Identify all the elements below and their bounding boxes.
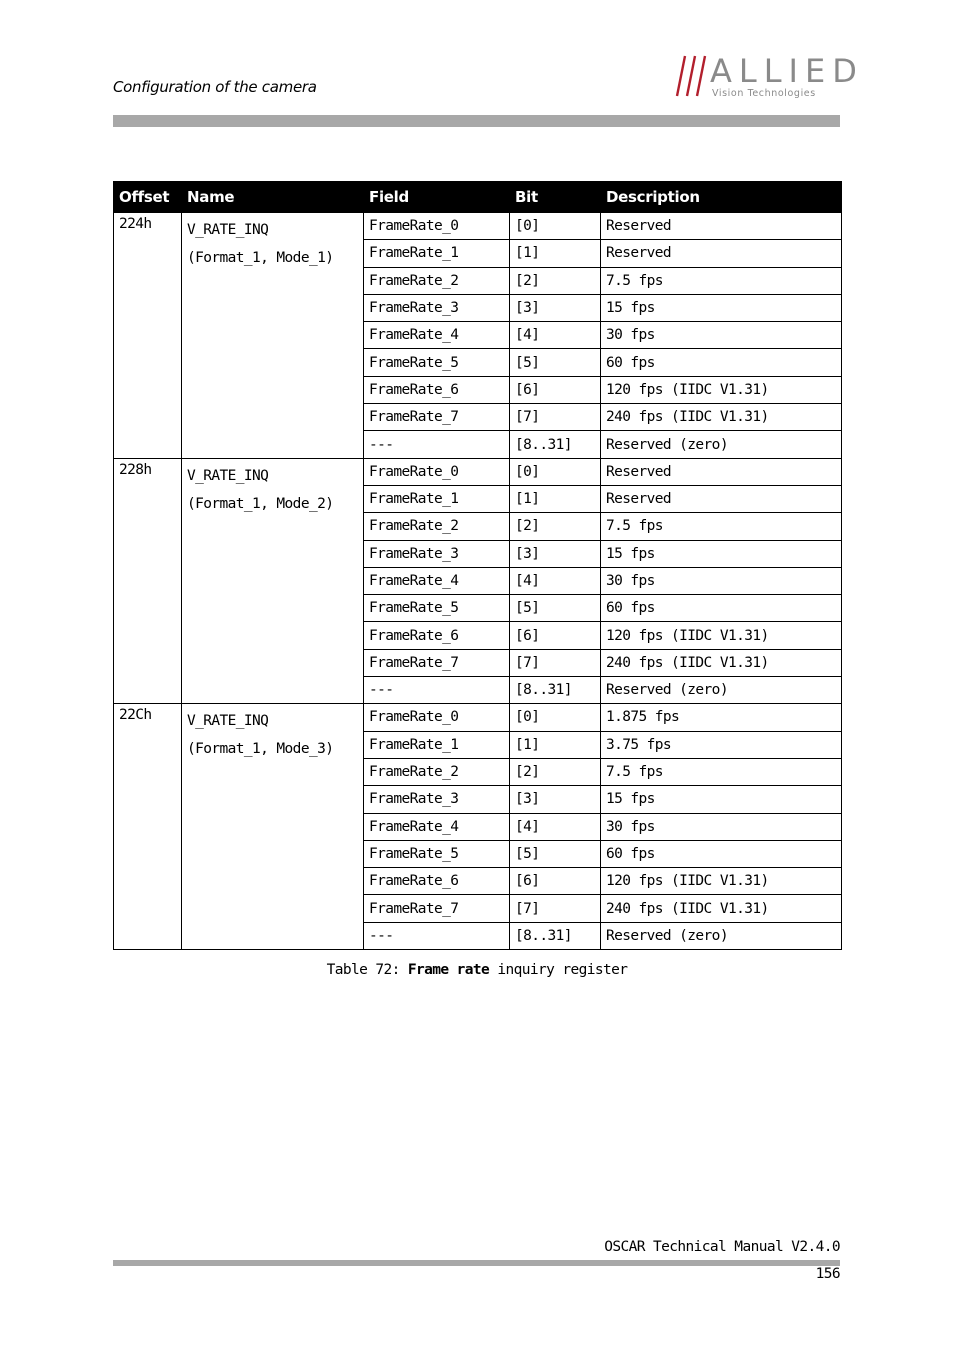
caption-bold: Frame rate xyxy=(407,962,490,978)
bit-cell: [6] xyxy=(510,868,601,895)
description-cell: 240 fps (IIDC V1.31) xyxy=(601,404,842,431)
field-cell: FrameRate_2 xyxy=(364,758,510,785)
register-mode: (Format_1, Mode_2) xyxy=(187,495,334,512)
bit-cell: [8..31] xyxy=(510,677,601,704)
page-number: 156 xyxy=(815,1266,840,1282)
header-rule xyxy=(113,115,840,127)
description-cell: Reserved (zero) xyxy=(601,677,842,704)
description-cell: 7.5 fps xyxy=(601,513,842,540)
field-cell: FrameRate_6 xyxy=(364,376,510,403)
description-cell: 120 fps (IIDC V1.31) xyxy=(601,622,842,649)
bit-cell: [2] xyxy=(510,267,601,294)
bit-cell: [8..31] xyxy=(510,922,601,949)
register-name-cell xyxy=(182,213,364,459)
field-cell: FrameRate_0 xyxy=(364,458,510,485)
footer-rule xyxy=(113,1260,840,1266)
description-cell: Reserved xyxy=(601,240,842,267)
field-cell: FrameRate_1 xyxy=(364,731,510,758)
register-name: V_RATE_INQ xyxy=(187,713,269,730)
field-cell: FrameRate_7 xyxy=(364,649,510,676)
register-name-cell xyxy=(182,704,364,950)
field-cell: FrameRate_3 xyxy=(364,294,510,321)
bit-cell: [5] xyxy=(510,595,601,622)
description-cell: 15 fps xyxy=(601,294,842,321)
field-cell: FrameRate_1 xyxy=(364,240,510,267)
register-mode: (Format_1, Mode_3) xyxy=(187,741,334,758)
description-cell: 1.875 fps xyxy=(601,704,842,731)
column-header-bit: Bit xyxy=(510,182,601,213)
bit-cell: [1] xyxy=(510,485,601,512)
bit-cell: [8..31] xyxy=(510,431,601,458)
offset-cell: 224h xyxy=(114,213,182,459)
bit-cell: [6] xyxy=(510,376,601,403)
bit-cell: [4] xyxy=(510,813,601,840)
field-cell: FrameRate_6 xyxy=(364,622,510,649)
bit-cell: [5] xyxy=(510,349,601,376)
table-row xyxy=(114,458,842,485)
description-cell: 240 fps (IIDC V1.31) xyxy=(601,895,842,922)
description-cell: 30 fps xyxy=(601,813,842,840)
bit-cell: [1] xyxy=(510,240,601,267)
caption-suffix: inquiry register xyxy=(489,962,628,978)
caption-prefix: Table 72: xyxy=(326,962,408,978)
field-cell: FrameRate_4 xyxy=(364,322,510,349)
field-cell: FrameRate_0 xyxy=(364,704,510,731)
frame-rate-inquiry-table xyxy=(113,181,842,950)
description-cell: Reserved (zero) xyxy=(601,922,842,949)
allied-logo xyxy=(668,52,864,100)
description-cell: 120 fps (IIDC V1.31) xyxy=(601,376,842,403)
description-cell: 240 fps (IIDC V1.31) xyxy=(601,649,842,676)
field-cell: FrameRate_3 xyxy=(364,540,510,567)
table-row xyxy=(114,213,842,240)
description-cell: 60 fps xyxy=(601,840,842,867)
field-cell: FrameRate_2 xyxy=(364,513,510,540)
bit-cell: [7] xyxy=(510,895,601,922)
bit-cell: [0] xyxy=(510,704,601,731)
bit-cell: [0] xyxy=(510,458,601,485)
logo-tagline: Vision Technologies xyxy=(712,88,816,99)
field-cell: FrameRate_1 xyxy=(364,485,510,512)
table-header-row xyxy=(114,182,842,213)
column-header-description: Description xyxy=(601,182,842,213)
field-cell: FrameRate_5 xyxy=(364,349,510,376)
description-cell: 60 fps xyxy=(601,595,842,622)
bit-cell: [3] xyxy=(510,786,601,813)
description-cell: 15 fps xyxy=(601,786,842,813)
description-cell: Reserved xyxy=(601,458,842,485)
bit-cell: [2] xyxy=(510,758,601,785)
description-cell: 30 fps xyxy=(601,322,842,349)
bit-cell: [2] xyxy=(510,513,601,540)
bit-cell: [7] xyxy=(510,649,601,676)
bit-cell: [3] xyxy=(510,540,601,567)
register-name: V_RATE_INQ xyxy=(187,222,269,238)
logo-text: ALLIED xyxy=(710,52,864,90)
footer-manual-title: OSCAR Technical Manual V2.4.0 xyxy=(604,1239,840,1255)
description-cell: 7.5 fps xyxy=(601,267,842,294)
table-row xyxy=(114,704,842,731)
description-cell: 60 fps xyxy=(601,349,842,376)
field-cell: FrameRate_7 xyxy=(364,404,510,431)
offset-cell: 228h xyxy=(114,458,182,704)
bit-cell: [7] xyxy=(510,404,601,431)
description-cell: 120 fps (IIDC V1.31) xyxy=(601,868,842,895)
bit-cell: [5] xyxy=(510,840,601,867)
description-cell: 7.5 fps xyxy=(601,758,842,785)
description-cell: 30 fps xyxy=(601,567,842,594)
bit-cell: [3] xyxy=(510,294,601,321)
field-cell: FrameRate_4 xyxy=(364,567,510,594)
field-cell: FrameRate_2 xyxy=(364,267,510,294)
offset-cell: 22Ch xyxy=(114,704,182,950)
table-caption xyxy=(0,962,954,978)
field-cell: FrameRate_5 xyxy=(364,595,510,622)
section-title: Configuration of the camera xyxy=(113,78,317,96)
field-cell: FrameRate_4 xyxy=(364,813,510,840)
field-cell: FrameRate_5 xyxy=(364,840,510,867)
field-cell: FrameRate_7 xyxy=(364,895,510,922)
description-cell: 3.75 fps xyxy=(601,731,842,758)
column-header-field: Field xyxy=(364,182,510,213)
register-name-cell xyxy=(182,458,364,704)
field-cell: FrameRate_3 xyxy=(364,786,510,813)
bit-cell: [6] xyxy=(510,622,601,649)
bit-cell: [0] xyxy=(510,213,601,240)
description-cell: Reserved (zero) xyxy=(601,431,842,458)
bit-cell: [1] xyxy=(510,731,601,758)
bit-cell: [4] xyxy=(510,322,601,349)
field-cell: FrameRate_6 xyxy=(364,868,510,895)
triple-slash-logo-icon xyxy=(668,54,708,100)
register-mode: (Format_1, Mode_1) xyxy=(187,250,334,266)
description-cell: 15 fps xyxy=(601,540,842,567)
register-name: V_RATE_INQ xyxy=(187,467,269,484)
bit-cell: [4] xyxy=(510,567,601,594)
field-cell: FrameRate_0 xyxy=(364,213,510,240)
field-cell: --- xyxy=(364,922,510,949)
column-header-name: Name xyxy=(182,182,364,213)
field-cell: --- xyxy=(364,677,510,704)
column-header-offset: Offset xyxy=(114,182,182,213)
description-cell: Reserved xyxy=(601,485,842,512)
field-cell: --- xyxy=(364,431,510,458)
description-cell: Reserved xyxy=(601,213,842,240)
